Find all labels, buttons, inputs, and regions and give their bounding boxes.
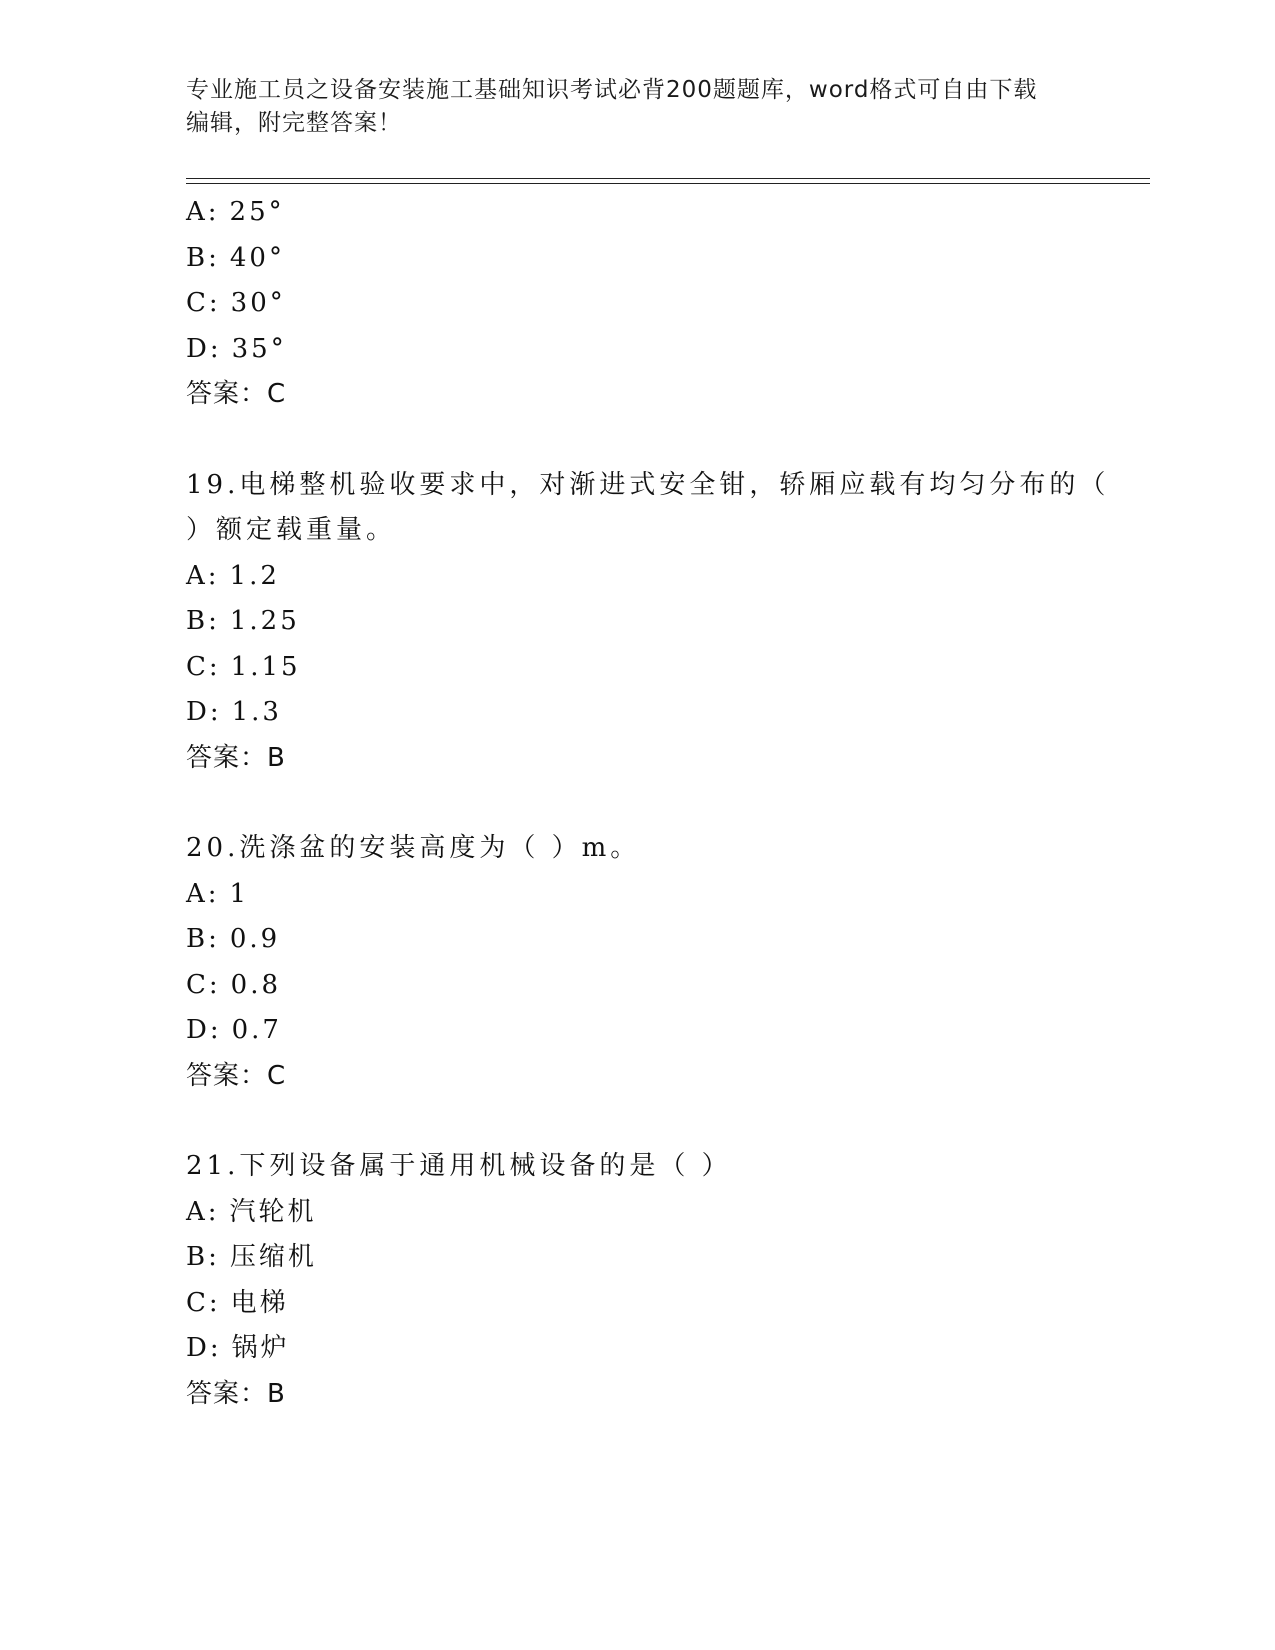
header-title-line-2: 编辑，附完整答案！ — [186, 110, 402, 136]
answer-line: 答案：B — [186, 1378, 286, 1409]
answer-line: 答案：C — [186, 379, 287, 409]
option-c — [186, 281, 1150, 327]
option-separator: : — [208, 1242, 220, 1272]
option-letter: D — [186, 333, 210, 364]
option-text: 1.3 — [231, 697, 282, 727]
question-18 — [186, 190, 1150, 418]
option-letter: A — [186, 197, 208, 227]
option-b — [186, 236, 1150, 282]
option-text: 35° — [231, 333, 287, 364]
option-letter: A — [186, 1196, 208, 1227]
option-separator: : — [207, 197, 220, 227]
option-separator: : — [209, 333, 222, 364]
option-c — [186, 1281, 1150, 1327]
option-letter: C — [186, 969, 209, 1000]
option-letter: B — [186, 606, 209, 636]
question-stem-line-1: 21.下列设备属于通用机械设备的是（ ） — [186, 1151, 732, 1181]
answer-line: 答案：B — [186, 742, 286, 773]
header-title-line-1: 专业施工员之设备安装施工基础知识考试必背200题题库，word格式可自由下载 — [186, 77, 1038, 103]
option-separator: : — [208, 242, 220, 273]
option-d — [186, 690, 1150, 736]
option-separator: : — [207, 1196, 220, 1227]
option-letter: D — [186, 1015, 210, 1045]
option-letter: D — [186, 1333, 210, 1363]
option-a — [186, 554, 1150, 600]
header-divider-top — [186, 178, 1150, 179]
option-text: 0.8 — [230, 969, 282, 1000]
option-letter: A — [186, 878, 208, 909]
question-20 — [186, 826, 1150, 1099]
option-text: 1.15 — [230, 651, 301, 682]
option-b — [186, 917, 1150, 963]
option-text: 汽轮机 — [229, 1196, 317, 1227]
option-d — [186, 1326, 1150, 1372]
option-letter: C — [186, 1287, 209, 1318]
option-letter: B — [186, 924, 209, 954]
option-text: 25° — [229, 197, 285, 227]
option-separator: : — [208, 651, 221, 682]
question-21 — [186, 1144, 1150, 1417]
option-letter: A — [186, 560, 208, 591]
option-d — [186, 327, 1150, 373]
question-stem-line-2: ）额定载重量。 — [186, 515, 397, 545]
option-b — [186, 599, 1150, 645]
option-text: 30° — [230, 288, 286, 318]
spacer — [186, 418, 1150, 463]
answer-line: 答案：C — [186, 1060, 287, 1091]
document-header — [186, 74, 1086, 140]
option-a — [186, 872, 1150, 918]
option-text: 锅炉 — [231, 1333, 290, 1363]
option-letter: C — [186, 651, 209, 682]
spacer — [186, 1099, 1150, 1144]
option-text: 40° — [229, 242, 285, 273]
option-text: 1.2 — [229, 560, 280, 591]
option-letter: D — [186, 697, 210, 727]
option-separator: : — [207, 560, 220, 591]
option-separator: : — [208, 924, 220, 954]
option-separator: : — [208, 969, 221, 1000]
option-b — [186, 1235, 1150, 1281]
option-c — [186, 963, 1150, 1009]
option-separator: : — [209, 1015, 222, 1045]
question-list — [186, 190, 1150, 1417]
option-c — [186, 645, 1150, 691]
question-stem-line-1: 20.洗涤盆的安装高度为（ ）m。 — [186, 833, 641, 863]
question-19 — [186, 463, 1150, 782]
option-d — [186, 1008, 1150, 1054]
option-separator: : — [207, 878, 220, 909]
option-text: 电梯 — [230, 1287, 289, 1318]
option-letter: B — [186, 242, 209, 273]
option-text: 压缩机 — [229, 1242, 317, 1272]
spacer — [186, 781, 1150, 826]
option-separator: : — [209, 1333, 222, 1363]
option-text: 0.7 — [231, 1015, 282, 1045]
header-divider-bottom — [186, 183, 1150, 184]
option-text: 0.9 — [229, 924, 281, 954]
option-letter: C — [186, 288, 209, 318]
option-letter: B — [186, 1242, 209, 1272]
option-text: 1 — [229, 878, 250, 909]
option-separator: : — [208, 1287, 221, 1318]
option-a — [186, 1190, 1150, 1236]
option-text: 1.25 — [229, 606, 300, 636]
option-a — [186, 190, 1150, 236]
option-separator: : — [208, 606, 220, 636]
option-separator: : — [208, 288, 221, 318]
question-stem-line-1: 19.电梯整机验收要求中，对渐进式安全钳，轿厢应载有均匀分布的（ — [186, 469, 1110, 500]
option-separator: : — [209, 697, 222, 727]
